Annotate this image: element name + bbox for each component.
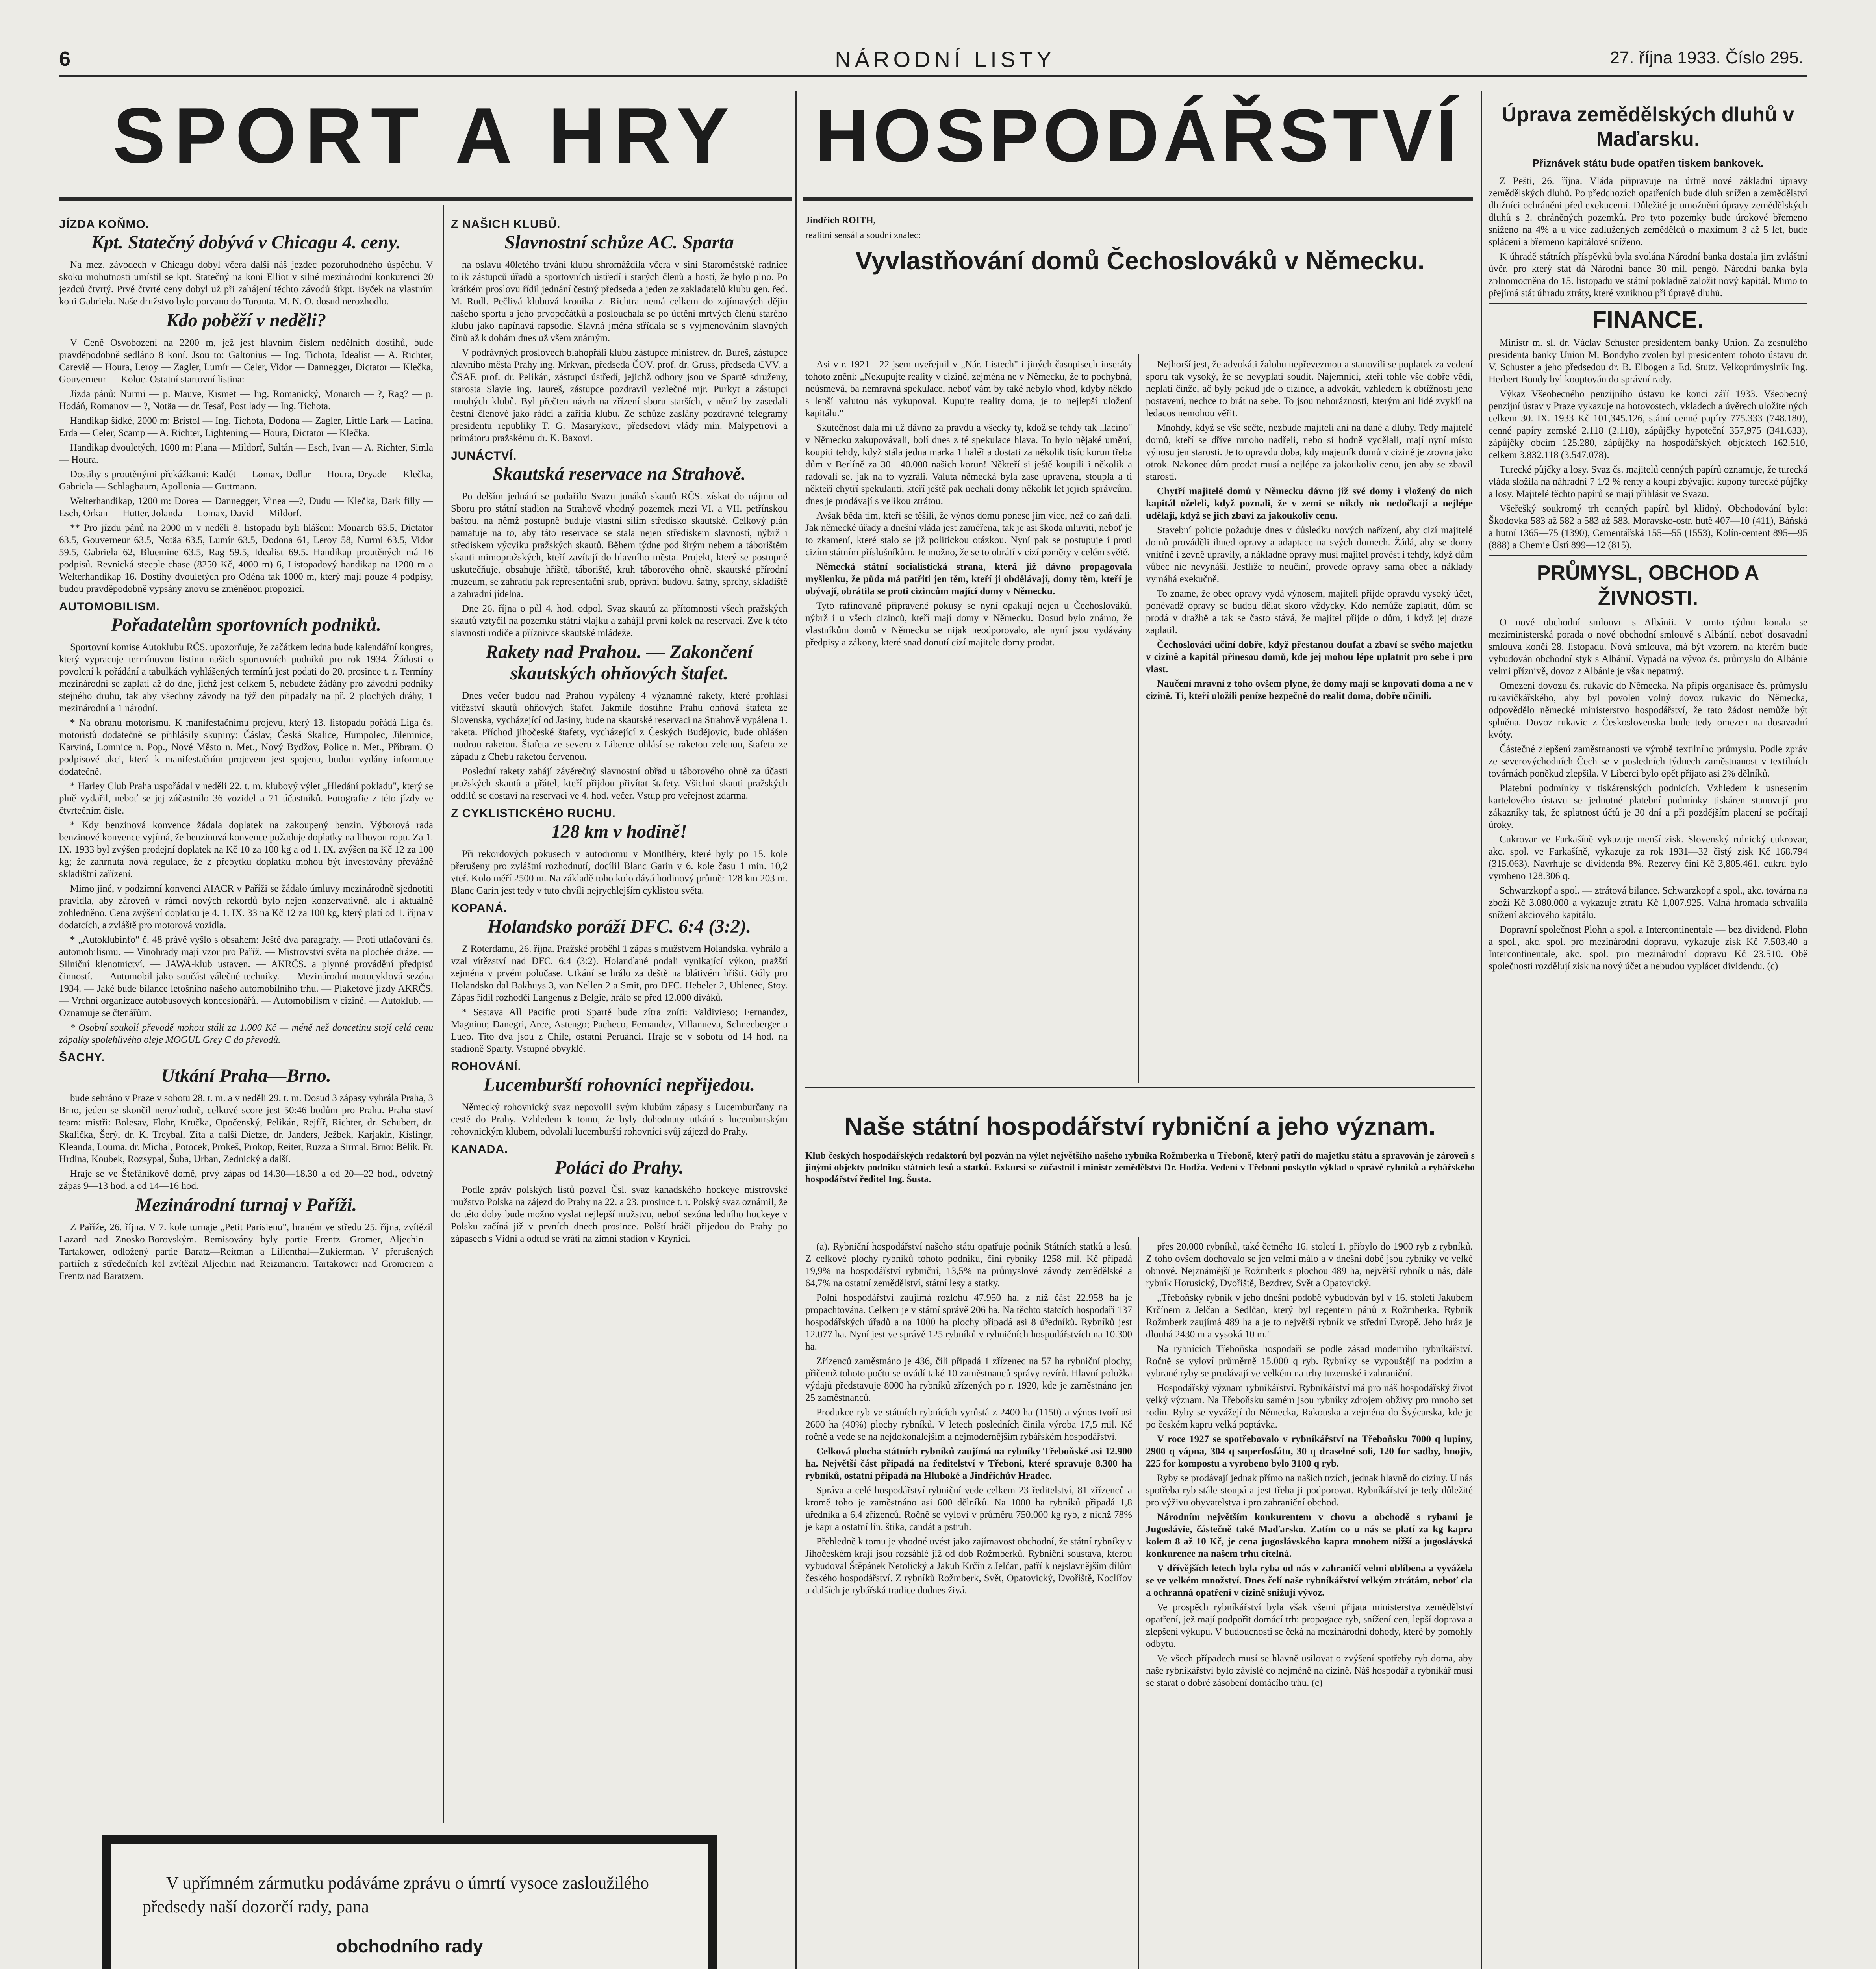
article-text: Ministr m. sl. dr. Václav Schuster presidentem banky Union. Za zesnulého presidenta banky Union M. Bondyho zvolen byl presidentem tohoto ústavu dr. V. Schuster a jeho předsedou dr. B. Elbogen a Ed. Stutz. Velkoprůmyslník Ing. Herbert Bondy byl kooptován do správní rady. [1489, 337, 1807, 385]
article-text: V Ceně Osvobození na 2200 m, jež jest hlavním číslem nedělních dostihů, bude pravděpodobně sedláno 8 koní. Jsou to: Galtonius — Ing. Tichota, Idealist — A. Richter, Careviě — Houra, Leroy — Zagler, Lumír — Celer, Vidor — Dannegger, Dictator — Klečka, Gouverneur — Koloc. Ostatní startovní listina: [59, 337, 433, 385]
article-text: Nejhorší jest, že advokáti žalobu nepřevezmou a stanovili se poplatek za vedení sporu tak vysoký, že se nevyplatí soudit. Nájemníci, kteří tohle vše dobře vědí, neplatí činže, ač byly pokud jde o cizince, a advokát, vzhledem k obtížnosti jeho postavení, nechce to brát na sebe. To jsou nehoráznosti, kterým ani lidé zvyklí na ledacos nemohou věřit. [1146, 359, 1473, 419]
section-title-industry: PRŮMYSL, OBCHOD A ŽIVNOSTI. [1537, 562, 1759, 610]
article-text: ** Pro jízdu pánů na 2000 m v neděli 8. listopadu byli hlášeni: Monarch 63.5, Dictator 63.5, Gouverneur 63.5, Notäa 63.5, Lumír 63.5, Dodona 61, Leroy 58, Nurmi 63.5, Vidor 59.5, Gabriela 62, Bluemine 63.5, Rag 59.5, Idealist 69.5. Handikap proutěných má 16 podpisů. Revnická steeple-chase (8250 Kč, 4000 m) 6, Listopadový handikap na 1200 m a Welterhandikap 16. Dostihy dvouletých pro Odéna tak 1000 m, který mají pouze 4 podpisy, budou pravděpodobně vypsány znovu se změněnou propozicí. [59, 523, 433, 594]
article-text: přes 20.000 rybníků, také četného 16. století 1. přibylo do 1900 ryb z rybníků. Z toho ovšem dochovalo se jen velmi málo a v dnešní době jsou rybníky ve velké obnově. Nejznámější je Rožmberk s plochou 489 ha, největší rybník u nás, dále rybník Horusický, Dvořiště, Bezdrev, Svět a Opatovický. [1146, 1241, 1473, 1289]
article-text: Tyto rafinované připravené pokusy se nyní opakují nejen u Čechoslováků, nýbrž i u všech cizinců, kteří mají domy v Německu. Dosud bylo známo, že vlastníkům domů v Německu se nijak neodporovalo, ale nyní jsou vydávány předpisy a zákony, které snad donutí cizí majitele domy prodat. [805, 601, 1132, 648]
article-text: * Osobní soukolí převodě mohou stáli za 1.000 Kč — méně než doncetinu stojí celá cenu zápalky spolehlivého oleje MOGUL Grey C do převodů. [59, 1022, 433, 1045]
article-text: * Harley Club Praha uspořádal v neděli 22. t. m. klubový výlet „Hledání pokladu", který se plně vydařil, neboť se jej zúčastnilo 36 vozidel a 71 účastníků. Fotografie z této jízdy ve čtvrtečním čísle. [59, 781, 433, 816]
column-rule-fish [1138, 1237, 1139, 1969]
category-clubs: Z NAŠICH KLUBŮ. [451, 218, 561, 231]
article-text: Celková plocha státních rybníků zaujímá na rybníky Třeboňské asi 12.900 ha. Největší část připadá na ředitelství v Třeboni, které spravuje 8.300 ha rybníků, ostatní připadá na Hluboké a Jindřichův Hradec. [805, 1446, 1132, 1481]
article-text: O nové obchodní smlouvu s Albánii. V tomto týdnu konala se meziministerská porada o nové obchodní smlouvě s Albánií, neboť dosavadní smlouva končí 28. listopadu. Nová smlouva, má být vzorem, na kterém bude vybudován obchodní styk s Albánií. Vypadá na vývoz čs. průmyslu do Albánie velmi příznivě, dovoz z Albánie je však nepatrný. [1489, 617, 1807, 677]
article-text: Dopravní společnost Plohn a spol. a Intercontinentale — bez dividend. Plohn a spol., akc. spol. pro mezinárodní dopravu, vykazuje zisk Kč 7.503,40 a Intercontinentale, akc. spol. pro mezinárodní dopravu Kč 23.510. Obě společnosti rozdělují zisk na nový účet a nebudou vyplácet dividendu. (c) [1489, 924, 1807, 972]
category-chess: ŠACHY. [59, 1051, 105, 1064]
article-text: Handikap šídké, 2000 m: Bristol — Ing. Tichota, Dodona — Zagler, Little Lark — Lacina, Erda — Celer, Scamp — A. Richter, Lightening — Houra, Dictator — Klečka. [59, 415, 433, 438]
section-title-finance: FINANCE. [1592, 306, 1704, 333]
right-rule [1489, 555, 1807, 556]
article-text: V podrávných proslovech blahopřáli klubu zástupce ministrev. dr. Bureš, zástupce hlavního města Prahy ing. Mrkvan, předseda ČOV. prof. dr. Gruss, předseda CVV. a ČSAF. prof. dr. Pelikán, zástupci ústředí, jejichž odbory jsou ve Spartě sdruženy, starosta Slavie ing. Jaureš, zástupce pozdravil vezlečné mjr. Purkyt a zástupci mnohých klubů. Byl přečten návrh na zřízení sboru starších, v němž by zasedali čestní členové jako rádci a zářitia klubu. Ze schůze zaslány pozdravné telegramy presidentu republiky T. G. Masarykovi, předsedovi vlády min. Malypetrovi a primátoru pražskému dr. K. Baxovi. [451, 347, 788, 443]
article-text: Na mez. závodech v Chicagu dobyl včera další náš jezdec pozoruhodného úspěchu. V skoku mohutnosti umístil se kpt. Statečný na koni Elliot v silné mezinárodní konkurenci 20 jezdců čtvrtý. Prvé čtvrté ceny dobyl už při zahájení těchto závodů štkpt. Byček na vlastním koni Gabriela. Naše družstvo bylo porvano do Toronta. M. N. O. dosud nerozhodlo. [59, 260, 433, 307]
article-lead: Klub českých hospodářských redaktorů byl pozván na výlet největšího našeho rybníka Rožmberka u Třeboně, který patří do majetku státu a spravován je zároveň s jinými objekty podniku státních lesů a statků. Exkursi se zúčastnil i ministr zemědělství Dr. Hodža. Vedení v Třeboni poskytlo výklad o správě rybníků a rybářského hospodářství ředitel Ing. Šusta. [805, 1151, 1475, 1185]
article-text: Částečné zlepšení zaměstnanosti ve výrobě textilního průmyslu. Podle zpráv ze severovýchodních Čech se v posledních týdnech zaměstnanost v textilních továrnách poněkud zlepšila. V Liberci bylo opět přijato asi 2% dělníků. [1489, 744, 1807, 779]
headline-paris-tournament: Mezinárodní turnaj v Paříži. [135, 1194, 357, 1215]
article-text: Turecké půjčky a losy. Svaz čs. majitelů cenných papírů oznamuje, že turecká vláda složila na náhradní 7 1/2 % renty a koupí zbývající kupony turecké půjčky a losy. Majitelé těchto papírů se mají přihlásit ve Svazu. [1489, 464, 1807, 499]
article-text: Přehledně k tomu je vhodné uvést jako zajímavost obchodní, že státní rybníky v Jihočeském kraji jsou rozsáhlé již od dob Rožmberků. Rybniční soustava, kterou vybudoval Štěpánek Netolický a Jakub Krčín z Jelčan, patří k nejslavnějším dílům českého hospodářství. Z rybníků Rožmberk, Svět, Opatovický, Dvořiště, Koclířov a dalších je rybářská tradice dodnes živá. [805, 1536, 1132, 1596]
category-football: KOPANÁ. [451, 902, 508, 915]
obituary-title: obchodního rady [336, 1936, 483, 1956]
headline-hungary-debts: Úprava zemědělských dluhů v Maďarsku. [1502, 103, 1794, 150]
article-text: Ve prospěch rybníkářství byla však všemi přijata ministerstva zemědělství opatření, jež mají podpořit domácí trh: propagace ryb, snížení cen, lepší doprava a zlepšení výkupu. V budoucnosti se čeká na mezinárodní dohody, které by pomohly odbytu. [1146, 1602, 1473, 1649]
article-text: Čechoslováci učiní dobře, když přestanou doufat a zbaví se svého majetku v cizině a kapitál přinesou domů, kde jej mohou lépe uplatnit pro sebe i pro vlast. [1146, 640, 1473, 675]
article-text: Německá státní socialistická strana, která již dávno propagovala myšlenku, že půda má patřiti jen těm, kteří ji obdělávají, domy těm, kteří je obývají, obrátila se proti cizincům mající domy v Německu. [805, 562, 1132, 597]
article-text: Sportovní komise Autoklubu RČS. upozorňuje, že začátkem ledna bude kalendářní kongres, který vypracuje termínovou listinu našich sportovních podniků pro rok 1934. Žádosti o povolení k pořádání a tabulkách vyhlášených termínů jest podati do 20. prosince t. r. Termíny mezinárodní se zaplatí až do dne, jichž jest celkem 5, nebudete žádány pro závodní podniky stejného druhu, tak aby všechny závody na týž den připadaly na př. 2 plochých dráhy, 1 mezinárodní a 1 národní. [59, 642, 433, 714]
article-text: Dostihy s proutěnými překážkami: Kadét — Lomax, Dollar — Houra, Dryade — Klečka, Gabriela — Schlagbaum, Apollonia — Guttmann. [59, 469, 433, 492]
article-text: V roce 1927 se spotřebovalo v rybníkářství na Třeboňsku 7000 q lupiny, 2900 q vápna, 304 q superfosfátu, 30 q draselné soli, 120 for sadby, hnojiv, 225 for kompostu a vyrobeno bylo 3100 q ryb. [1146, 1434, 1473, 1469]
article-text: * Sestava All Pacific proti Spartě bude zítra zníti: Valdivieso; Fernandez, Magnino; Danegri, Arce, Astengo; Pacheco, Fernandez, Villanueva, Schneeberger a Lueo. Tito dva jsou z Chile, ostatní Peruánci. Hraje se v sobotu od 14 hod. na stadioně Sparty. Vstupné obvyklé. [451, 1007, 788, 1054]
headline-holland-dfc: Holandsko poráží DFC. 6:4 (3:2). [487, 916, 751, 937]
article-text: Avšak běda tím, kteří se těšili, že výnos domu ponese jim více, než co zaň dali. Jak německé úřady a dnešní vláda jest zaměřena, tak je asi škoda mluviti, neboť je to zkamení, které stalo se již politickou otázkou. Nyní pak se postupuje i proti cizím státním příslušníkům. Je možno, že se to obrátí v cizí poměry v celém světě. [805, 510, 1132, 558]
article-text: „Třeboňský rybník v jeho dnešní podobě vybudován byl v 16. století Jakubem Krčínem z Jelčan a Sedlčan, který byl regentem pánů z Rožmberka. Rybník Rožmberk zaujímá 489 ha a je to největší rybník ve střední Evropě. Jeho hráz je dlouhá 2430 m a vysoká 10 m." [1146, 1292, 1473, 1340]
headline-fish-economy: Naše státní hospodářství rybniční a jeho význam. [844, 1112, 1436, 1140]
article-text: Podle zpráv polských listů pozval Čsl. svaz kanadského hockeye mistrovské mužstvo Polska na zájezd do Prahy na 22. a 23. prosince t. r. Polský svaz oznámil, že do této doby bude možno vyslat nejlepší mužstvo, neboť sezóna ledního hockeye v Polsku začíná již v prvních dnech prosince. Polští hráči přijedou do Prahy po zápasech s Vídní a odtud se vrátí na zimní stadion v Krynici. [451, 1185, 788, 1244]
article-text: Schwarzkopf a spol. — ztrátová bilance. Schwarzkopf a spol., akc. továrna na zboží Kč 3.080.000 a vykazuje ztrátu Kč 1,007.925. Valná hromada schválila snížení akciového kapitálu. [1489, 885, 1807, 920]
article-text: Polní hospodářství zaujímá rozlohu 47.950 ha, z níž část 22.958 ha je propachtována. Celkem je v státní správě 206 ha. Na těchto statcích hospodaří 137 hospodářských úřadů a na 1000 ha plochy připadá asi 8 úředníků. Rybníků jest 12.077 ha. Nyní jest ve správě 125 rybníků v rybničních hospodářstvích na 10.300 ha. [805, 1292, 1132, 1352]
article-text: Německý rohovnický svaz nepovolil svým klubům zápasy s Lucemburčany na cestě do Prahy. Vzhledem k tomu, že byly dohodnuty utkání s lucemburským rohovnickým klubem, odvolali lucemburští rohovníci svůj zájezd do Prahy. [451, 1102, 788, 1137]
section-title-sport: SPORT A HRY [113, 92, 738, 180]
author-title: realitní sensál a soudní znalec: [805, 230, 921, 241]
headline-rockets: Rakety nad Prahou. — Zakončení skautských ohňových štafet. [486, 642, 753, 684]
category-wrestling: ROHOVÁNÍ. [451, 1060, 522, 1073]
article-text: Skutečnost dala mi už dávno za pravdu a všecky ty, kdož se tehdy tak „lacino" v Německu zakupovávali, bolí dnes z té spekulace hlava. To bylo nějaké umění, koupiti tehdy, když stála jedna marka 1 haléř a dostati za několik tisíc korun třeba dům v Berlíně za 30—40.000 našich korun! Někteří si ještě koupili i několik a radovali se, jak na to vyzráli. Valuta německá byla zase upravena, stoupla a ti někteří chytří spekulanti, kteří ještě pak nechali domy několik let jejich správcům, dnes je prodávají s velikou ztrátou. [805, 423, 1132, 506]
article-text: Stavební policie požaduje dnes v důsledku nových nařízení, aby cizí majitelé domů prováděli ihned opravy a adaptace na svých domech. Žádá, aby se domy vnitřně i zevně upravily, a nákladné opravy musí majitel provést i tehdy, když dům vůbec nic nevynáší. Jestliže to neučiní, provede opravy sama obec a náklady vymáhá exekučně. [1146, 525, 1473, 584]
article-text: Chytří majitelé domů v Německu dávno již své domy i vložený do nich kapitál oželeli, když poznali, že v zemi se nikdy nic nedočkají a nejlépe udělají, když se jich zbaví za jakoukoliv cenu. [1146, 486, 1473, 521]
article-text: Naučení mravní z toho ovšem plyne, že domy mají se kupovati doma a ne v cizině. Ti, kteří uložili peníze bezpečně do realit doma, dobře učinili. [1146, 679, 1473, 701]
article-text: * „Autoklubinfo" č. 48 právě vyšlo s obsahem: Ještě dva paragrafy. — Proti utlačování čs. automobilismu. — Vinohrady mají vzor pro Paříž. — Mistrovství světa na plochée dráze. — Silniční klenotnictví. — JAWA-klub ustaven. — AKRČS. a plynné provádění předpisů činností. — Automobil jako součást válečné techniky. — Mezinárodní motocyklová sezóna 1934. — Jaké bude bilance letošního našeho automobilního trhu. — Plaketové jízdy AKRČS. — Vrchní organizace autobusových koncesionářů. — Automobilism v cizině. — Autoklub. — Oznamuje se čtenářům. [59, 934, 433, 1018]
article-text: (a). Rybniční hospodářství našeho státu opatřuje podnik Státních statků a lesů. Z celkové plochy rybníků tohoto podniku, činí rybníky 1258 mil. Kč připadá 19,9% na hospodářství rybniční, 13,5% na průmyslové závody zemědělské a 64,7% na ostatní zemědělství, státní lesy a statky. [805, 1241, 1132, 1289]
headline-organizers: Pořadatelům sportovních podniků. [111, 614, 382, 635]
article-text: Při rekordových pokusech v autodromu v Montlhéry, které byly po 15. kole přerušeny pro zvláštní rozhodnutí, docílil Blanc Garin v 6. kole času 1 min. 10,2 vteř. Kolo měří 2500 m. Na základě toho kolo dává hodinový průměr 128 km 203 m. Blanc Garin jest tedy v tuto chvíli nejrychlejším cyklistou světa. [451, 849, 788, 896]
article-text: Na rybnících Třeboňska hospodaří se podle zásad moderního rybníkářství. Ročně se vyloví průměrně 15.000 q ryb. Rybníky se vypouštějí na podzim a vybrané ryby se prodávají ve velkém na trhy tuzemské i zahraniční. [1146, 1344, 1473, 1379]
article-text: * Na obranu motorismu. K manifestačnímu projevu, který 13. listopadu pořádá Liga čs. motoristů dodatečně se přihlásily skupiny: Čáslav, Česká Skalice, Humpolec, Jilemnice, Karviná, Lomnice n. Pop., Nové Město n. Met., Nový Bydžov, Police n. Met., Příbram. O podpisové akci, která k manifestačním projevem jest spojena, budou vydány informace dodatečně. [59, 718, 433, 777]
article-text: Handikap dvouletých, 1600 m: Plana — Mildorf, Sultán — Esch, Ivan — A. Richter, Simla — Houra. [59, 442, 433, 465]
article-text: Národním největším konkurentem v chovu a obchodě s rybami je Jugoslávie, částečně také Maďarsko. Zatím co u nás se platí za kg kapra kolem 8 až 10 Kč, je cena jugoslávského kapra mnohem nižší a jugoslávská konkurence na našem trhu citelná. [1146, 1512, 1473, 1559]
article-text: Zřízenců zaměstnáno je 436, čili připadá 1 zřízenec na 57 ha rybniční plochy, přičemž tohoto počtu se uvádí také 10 zaměstnanců správy revírů. Hlavní položka výdajů představuje 8000 ha rybníků zřízených po r. 1920, kde je zaměstnáno jen 25 zaměstnanců. [805, 1356, 1132, 1403]
article-text: Správa a celé hospodářství rybniční vede celkem 23 ředitelství, 81 zřízenců a kromě toho je zaměstnáno asi 600 dělníků. Na 1000 ha rybníků připadá 1,8 úředníka a 6,4 zřízenců. Ročně se vyloví v průměru 750.000 kg ryb, z nichž 78% je kapr a ostatní lín, štika, candát a pstruh. [805, 1485, 1132, 1532]
headline-sparta: Slavnostní schůze AC. Sparta [504, 232, 734, 253]
headline-expropriation: Vyvlastňování domů Čechoslováků v Německu. [855, 247, 1425, 275]
article-text: Platební podmínky v tiskárenských podnicích. Vzhledem k usnesením kartelového ústavu se jednotné platební podmínky tiskáren stanovují pro zákazníky tak, že splatnost účtů je 30 dní a při pozdějším placení se počítají úroky. [1489, 783, 1807, 830]
category-horse-riding: JÍZDA KOŇMO. [59, 218, 150, 231]
article-text: Produkce ryb ve státních rybnících vyrůstá z 2400 ha (1150) a výnos tvoří asi 2600 ha (40%) plochy rybníků. V letech posledních činila výroba 17,5 mil. Kč ročně a vede se na nejdokonalejším a nejmodernějším rybářském hospodářství. [805, 1407, 1132, 1442]
article-text: Hospodářský význam rybníkářství. Rybníkářství má pro náš hospodářský život velký význam. Na Třeboňsku samém jsou rybníky zdrojem obživy pro mnoho set rodin. Ryby se vyvážejí do Německa, Rakouska a zejména do Švýcarska, kde je po českém kapru velká poptávka. [1146, 1383, 1473, 1430]
category-motoring: AUTOMOBILISM. [59, 600, 160, 613]
headline-scout-reservation: Skautská reservace na Strahově. [493, 464, 746, 484]
article-text: Mnohdy, když se vše sečte, nezbude majiteli ani na daně a dluhy. Tedy majitelé domů, kteří se dříve mnoho nadřeli, nebo si hodně vydělali, mají nyní místo výnosu jen starosti. Je to opravdu doba, kdy majetník domů v cizině je zrovna jako otrok. Nakonec dům prodat musí a nejlépe za jakoukoliv cenu, jen aby se zbavil starostí. [1146, 423, 1473, 482]
article-text: Z Pešti, 26. října. Vláda připravuje na úrtně nové základní úpravy zemědělských dluhů. Po předchozích opatřeních bude dluh snížen a zemědělství dlužníci ochráněni před exekucemi. Důležité je umožnění úpravy zemědělských dluhů s 2. chráněných pozemků. Pro tyto pozemky bude úrokové břemeno sníženo na 4% a u více zadlužených zemědělců o maximum 3 až 5 let, bude splácení a břemeno kapitálové sníženo. [1489, 176, 1807, 247]
article-text: Z Paříže, 26. října. V 7. kole turnaje „Petit Parisienu", hraném ve středu 25. října, zvítězil Lazard nad Znosko-Borovským. Remisovány byly partie Frentz—Gromer, Aljechin—Tartakower, odložený partie Baratz—Reitman a Lilienthal—Zukierman. V přerušených partiích z středečních kol zvítězil Aljechin nad Reizmanem, Tartakower nad Gromerem a Frentz nad Baratzem. [59, 1222, 433, 1281]
article-text: Jízda pánů: Nurmi — p. Mauve, Kismet — Ing. Romanický, Monarch — ?, Rag? — p. Hodáň, Romanov — ?, Notäa — dr. Tesař, Post lady — Ing. Tichota. [59, 389, 433, 412]
article-text: K úhradě státních příspěvků byla svolána Národní banka dostala jim zvláštní úvěr, pro který stát dá Národní bance 30 mil. pengö. Národní banka byla zplnomocněna do 15. listopadu ve státní pokladně založit nový kapitál. Mimo to přejímá stát úhradu ztráty, které vzniknou při úpravě dluhů. [1489, 251, 1807, 299]
article-text: Z Roterdamu, 26. října. Pražské proběhl 1 zápas s mužstvem Holandska, vyhrálo a vzal vítězství nad DFC. 6:4 (3:2). Holanďané podali vynikající výkon, pražští zejména v prvém poločase. Utkání se hrálo za deště na blátivém hřišti. Góly pro Holandsko dal Bakhuys 3, van Nellen 2 a Smit, pro DFC. Hebeler 2, Uhlenec, Stoy. Zápas řídil rozhodčí Langenus z Belgie, hrálo se před 12.000 diváků. [451, 944, 788, 1003]
economy-separator [805, 1087, 1475, 1088]
headline-luxembourg: Lucemburští rohovníci nepřijedou. [483, 1074, 755, 1095]
masthead-rule-left [59, 197, 792, 201]
category-scouting: JUNÁCTVÍ. [451, 449, 517, 462]
sport-column-1 [59, 213, 433, 1819]
article-text: * Kdy benzinová konvence žádala doplatek na zakoupený benzin. Výborová rada benzinové konvence vyjímá, že benzinová konvence požaduje doplatky na lihovou ropu. Za 1. IX. 1933 byl zvýšen prodejní doplatek na Kč 10 za 100 kg a od 1. IX. zvýšen na Kč 12 za 100 kg; že zahrnuta nová regulace, že z přebytku doplatku mohou být investovány převážně skladištní zařízení. [59, 820, 433, 879]
obituary-intro: V upřímném zármutku podáváme zprávu o úmrtí vysoce zasloužilého předsedy naší dozorčí rady, pana [143, 1873, 649, 1916]
right-rule [1489, 303, 1807, 304]
article-text: Mimo jiné, v podzimní konvenci AIACR v Paříži se žádalo úmluvy mezinárodně sjednotiti pravidla, aby zároveň v rámci nových rekordů bylo nejen konzervativně, ale i aktuálně zohledněno. Cena zvýšení doplatku je 4. 1. IX. 33 na Kč 12 za 100 kg, který platí od 1. října v dodatcích, a zvláště pro motorová vozidla. [59, 883, 433, 931]
article-text: Omezení dovozu čs. rukavic do Německa. Na přípis organisace čs. průmyslu rukavičkářského, aby byl povolen volný dovoz rukavic do Německa, odpovědělo německé ministerstvo hospodářství, že tato žádost nemůže být splněna. Dovoz rukavic z Československa bude tedy omezen na dosavadní kvóty. [1489, 680, 1807, 740]
right-column [1489, 98, 1807, 1969]
author-name: Jindřich ROITH, [805, 215, 876, 226]
category-hockey: KANADA. [451, 1143, 508, 1156]
section-title-economy: HOSPODÁŘSTVÍ [815, 94, 1461, 178]
headline-prague-brno: Utkání Praha—Brno. [161, 1065, 332, 1086]
headline-128km: 128 km v hodině! [551, 821, 688, 842]
column-rule-2 [795, 91, 797, 1969]
article-text: Welterhandikap, 1200 m: Dorea — Dannegger, Vinea —?, Dudu — Klečka, Dark filly — Esch, Orkan — Hutter, Jolanda — Lomax, David — Mildorf. [59, 496, 433, 519]
article-text: bude sehráno v Praze v sobotu 28. t. m. a v neděli 29. t. m. Dosud 3 zápasy vyhrála Praha, 3 Brno, jeden se skončil nerozhodně, celkové score jest 50:46 bodům pro Prahu. Praha staví team: mistři: Bolesav, Flohr, Kručka, Opočenský, Pelikán, Rejfíř, Richter, dr. Schubert, dr. Skalička, Šerý, dr. K. Treybal, Zíta a další Dietze, dr. Janders, Ježbek, Karjakin, Kislingr, Kleanda, Louma, dr. Michal, Potocek, Prokeš, Prokop, Reiter, Ruzza a Sirmal. Brno: Bělík, Fr. Hrdina, Koubek, Rozsypal, Šuba, Urban, Zednický a další. [59, 1093, 433, 1164]
article-text: Hraje se ve Štefánikově domě, prvý zápas od 14.30—18.30 a od 20—22 hod., odvetný zápas 9—13 hod. a od 14—16 hod. [59, 1168, 433, 1191]
article-text: Ve všech případech musí se hlavně usilovat o zvýšení spotřeby ryb doma, aby naše rybníkářství bylo závislé co nejméně na cizině. Náš hospodář a rybníkář musí se starat o dobré zásobení domácího trhu. (c) [1146, 1653, 1473, 1688]
masthead-rule-middle [803, 197, 1473, 201]
article-text: Dne 26. října o půl 4. hod. odpol. Svaz skautů za přítomnosti všech pražských skautů vztyčil na pozemku státní vlajku a zahájil první kolek na reservaci. Zve k této slavnosti rodiče a příznivce skautské mládeže. [451, 603, 788, 638]
obituary-name [143, 1966, 677, 1969]
article-text: Ryby se prodávají jednak přímo na našich trzích, jednak hlavně do ciziny. U nás spotřeba ryb stále stoupá a jest třeba ji podporovat. Rybníkářství je tedy důležité pro výživu obyvatelstva i pro zahraniční obchod. [1146, 1473, 1473, 1508]
headline-sunday-race: Kdo poběží v neděli? [166, 310, 326, 331]
obituary-notice [102, 1835, 717, 1969]
article-text: Cukrovar ve Farkašíně vykazuje menší zisk. Slovenský rolnický cukrovar, akc. spol. ve Farkašíně, vykazuje za rok 1931—32 čistý zisk Kč 168.794 (315.063). Navrhuje se dividenda 8%. Rezervy činí Kč 3,805.461, cukru bylo vyrobeno 128.306 q. [1489, 834, 1807, 881]
page-number: 6 [59, 48, 70, 70]
article-text: Dnes večer budou nad Prahou vypáleny 4 významné rakety, které prohlásí vítězství skautů ohňových štafet. Jakmile dostihne Prahu ohňová štafeta ze Slovenska, vycházející od Jasiny, bude na skautské reservaci na Strahově vypálena 1. raketa. Příchod jihočeské štafety, vycházející z Českých Budějovic, bude ohlášen modrou raketou. Štafeta ze severu z Liberce ohlásí se raketou zelenou, štafeta ze západu z Chebu raketou červenou. [451, 690, 788, 762]
economy-fish-col-2 [1146, 1240, 1473, 1969]
column-rule-3 [1481, 91, 1482, 1969]
article-text: Všeřešký soukromý trh cenných papírů byl klidný. Obchodování bylo: Škodovka 583 až 582 a 583 až 583, Moravsko-ostr. hutě 407—10 (411), Báňská a hutní 1365—75 (1390), Cementářská 155—55 (1553), Kolín-cement 895—95 (888) a Chemie Ústí 899—12 (815). [1489, 503, 1807, 551]
issue-date: 27. října 1933. Číslo 295. [1610, 48, 1804, 67]
header-rule [59, 75, 1807, 77]
economy-fish-col-1 [805, 1240, 1132, 1969]
headline-poles: Poláci do Prahy. [554, 1157, 684, 1178]
economy-houses-col-1 [805, 358, 1132, 1079]
article-text: na oslavu 40letého trvání klubu shromáždila včera v sini Staroměstské radnice tolik zástupců úřadů a sportovních ústředí i starých členů a hostí, že bylo plno. Po krátkém proslovu řídil jednání čestný předseda a jeden ze zakladatelů klubu gen. řed. M. Rudl. Pečlivá klubová kronika z. Richtra nemá celkem do zajímavých dějin našeho sportu a jeho prvopočátků a poslouchala se po úctění mrtvých členů starého klubu jako napínavá rapsodie. Slavná jména střídala se s vyjmenováním slavných činů až k dobám dnes už všem známým. [451, 260, 788, 343]
column-rule-1 [443, 205, 444, 1823]
article-text: Výkaz Všeobecného penzijního ústavu ke konci září 1933. Všeobecný penzijní ústav v Praze vykazuje na hotovostech, vkladech a úvěrech uložitelných celkem 30. IX. 1933 Kč 101,345.126, státní cenné papíry 775.333 (748.180), cenné papíry zemské 2.118 (2.118), zápůjčky hypoteční 357,975 (341.633), zápůjčky obcím 125.280, zápůjčky na hospodářských objektech 162.510, celkem 3.832.118 (3.547.078). [1489, 389, 1807, 460]
sport-column-2 [451, 213, 788, 1819]
paper-title: NÁRODNÍ LISTY [835, 47, 1055, 72]
article-text: To zname, že obec opravy vydá výnosem, majiteli přijde opravdu vysoký účet, poněvadž opravy se budou dělat skoro vždycky. Kdo nemůže zaplatit, dům se prodá v dražbě a tak se často stává, že majitel přijde o dům, i když jej draze zaplatil. [1146, 588, 1473, 636]
economy-article-fish [805, 1095, 1475, 1237]
category-cycling: Z CYKLISTICKÉHO RUCHU. [451, 807, 616, 820]
article-text: V dřívějších letech byla ryba od nás v zahraničí velmi oblíbena a vyvážela se ve velkém množství. Dnes čelí naše rybníkářství velkým ztrátám, neboť cla a ochranná opatření v cizině snižují vývoz. [1146, 1563, 1473, 1598]
subheadline-hungary: Přiznávek státu bude opatřen tiskem bankovek. [1532, 157, 1764, 169]
article-text: Poslední rakety zahájí závěrečný slavnostní obřad u táborového ohně za účasti pražských skautů a přátel, kteří přijdou přivítat štafety. Všichni skauti pražských oddílů se dostaví na reservaci ve 4. hod. večer. Vstup pro veřejnost zdarma. [451, 766, 788, 801]
article-text: Po delším jednání se podařilo Svazu junáků skautů RČS. získat do nájmu od Sboru pro státní stadion na Strahově vhodný pozemek mezi VI. a VII. petřínskou baštou, na němž postupně buduje vlastní sílim středisko skautské. Celkový plán pamatuje na to, aby táto reservace se stala nejen střediskem slavností, nýbrž i střediskem výcviku pražských skautů. Během týdne pod širým nebem a táborištěm skauti mimopražských, kteří zavítají do hlavního města. Projekt, který se postupně uskutečňuje, obsahuje hřiště, táboriště, kruh táborového ohně, skautské přírodní muzeum, se zahradu pak representační srub, oprávní budovu, šatny, sprchy, skladiště a zahradní jídelna. [451, 491, 788, 599]
article-text: Asi v r. 1921—22 jsem uveřejnil v „Nár. Listech" i jiných časopisech inseráty tohoto znění: „Nekupujte reality v cizině, zejména ne v Německu, že to pochybná, neúsmevá, ba nemravná spekulace, neboť vám by také nebylo vhod, kdyby někdo s lepší valutou nás vykupoval. Kupujte reality doma, je to nejlepší uložení kapitálu." [805, 359, 1132, 419]
headline-chicago: Kpt. Statečný dobývá v Chicagu 4. ceny. [91, 232, 401, 253]
economy-houses-col-2 [1146, 358, 1473, 1079]
